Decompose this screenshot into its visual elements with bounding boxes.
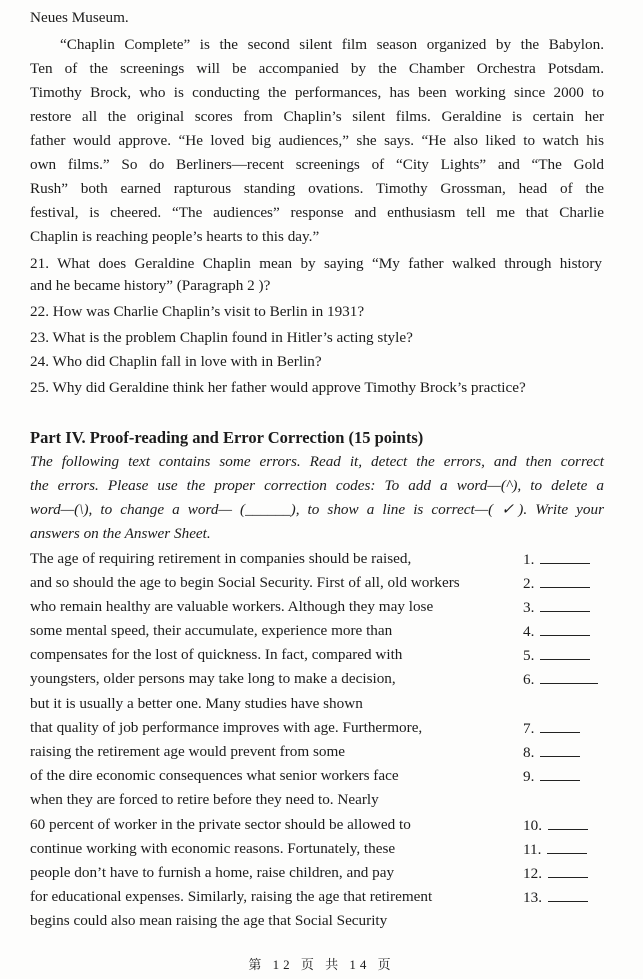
- passage-line: father would approve. “He loved big audiences,” she says. “He also liked to watch his: [30, 132, 604, 149]
- answer-line: [548, 863, 588, 878]
- passage-line: Rush” both earned rapturous standing ovations. Timothy Grossman, head of the: [30, 180, 604, 197]
- answer-blank-12[interactable]: [523, 863, 588, 884]
- answer-blank-7[interactable]: [523, 718, 580, 739]
- answer-blank-6[interactable]: [523, 669, 598, 690]
- text-line: who remain healthy are valuable workers. Although they may lose: [30, 598, 434, 615]
- question-21-cont: and he became history” (Paragraph 2 )?: [30, 277, 271, 294]
- question-23: 23. What is the problem Chaplin found in Hitler’s acting style?: [30, 329, 413, 346]
- text-line: continue working with economic reasons. Fortunately, these: [30, 840, 396, 857]
- section-heading: Part IV. Proof-reading and Error Correction (15 points): [30, 428, 424, 447]
- text-line: that quality of job performance improves with age. Furthermore,: [30, 719, 423, 736]
- text-line: but it is usually a better one. Many studies have shown: [30, 695, 363, 712]
- answer-line: [540, 669, 598, 684]
- answer-blank-3[interactable]: [523, 597, 590, 618]
- instructions-line: word—(\), to change a word— (______), to show a line is correct—( ✓). Write your: [30, 501, 604, 518]
- answer-line: [548, 815, 588, 830]
- answer-line: [547, 839, 587, 854]
- answer-number: 6.: [523, 671, 535, 688]
- answer-number: 10.: [523, 817, 542, 834]
- answer-line: [540, 766, 580, 781]
- question-25: 25. Why did Geraldine think her father would approve Timothy Brock’s practice?: [30, 379, 526, 396]
- passage-line: Timothy Brock, who is conducting the performances, has been working since 2000 to: [30, 84, 604, 101]
- answer-blank-10[interactable]: [523, 815, 588, 836]
- text-line: people don’t have to furnish a home, raise children, and pay: [30, 864, 395, 881]
- text-line: 60 percent of worker in the private sector should be allowed to: [30, 816, 411, 833]
- passage-line: Chaplin is reaching people’s hearts to this day.”: [30, 228, 320, 245]
- instructions-line: the errors. Please use the proper correction codes: To add a word—(^), to delete a: [30, 477, 604, 494]
- answer-blank-9[interactable]: [523, 766, 580, 787]
- answer-line: [540, 573, 590, 588]
- answer-number: 12.: [523, 865, 542, 882]
- page-footer: 第 12 页 共 14 页: [248, 957, 395, 972]
- answer-blank-1[interactable]: [523, 549, 590, 570]
- text-line: some mental speed, their accumulate, experience more than: [30, 622, 393, 639]
- answer-blank-2[interactable]: [523, 573, 590, 594]
- answer-number: 8.: [523, 744, 535, 761]
- answer-line: [540, 718, 580, 733]
- text-line: and so should the age to begin Social Security. First of all, old workers: [30, 574, 460, 591]
- question-22: 22. How was Charlie Chaplin’s visit to Berlin in 1931?: [30, 303, 365, 320]
- answer-line: [540, 645, 590, 660]
- answer-number: 4.: [523, 623, 535, 640]
- answer-number: 2.: [523, 575, 535, 592]
- answer-blank-11[interactable]: [523, 839, 587, 860]
- answer-line: [540, 621, 590, 636]
- answer-number: 11.: [523, 841, 542, 858]
- text-line: raising the retirement age would prevent from some: [30, 743, 346, 760]
- answer-number: 5.: [523, 647, 535, 664]
- question-21: 21. What does Geraldine Chaplin mean by saying “My father walked through history: [30, 255, 602, 272]
- passage-line: festival, is cheered. “The audiences” response and enthusiasm tell me that Charlie: [30, 204, 604, 221]
- text-line: The age of requiring retirement in companies should be raised,: [30, 550, 412, 567]
- answer-blank-13[interactable]: [523, 887, 588, 908]
- answer-line: [548, 887, 588, 902]
- text-line: of the dire economic consequences what senior workers face: [30, 767, 399, 784]
- answer-line: [540, 549, 590, 564]
- text-line: when they are forced to retire before they need to. Nearly: [30, 791, 379, 808]
- answer-number: 1.: [523, 551, 535, 568]
- answer-number: 3.: [523, 599, 535, 616]
- passage-line: “Chaplin Complete” is the second silent film season organized by the Babylon.: [60, 36, 604, 53]
- answer-number: 13.: [523, 889, 542, 906]
- text-line: youngsters, older persons may take long to make a decision,: [30, 670, 396, 687]
- answer-blank-4[interactable]: [523, 621, 590, 642]
- answer-blank-5[interactable]: [523, 645, 590, 666]
- answer-line: [540, 597, 590, 612]
- answer-number: 9.: [523, 768, 535, 785]
- passage-line: Ten of the screenings will be accompanied by the Chamber Orchestra Potsdam.: [30, 60, 604, 77]
- passage-line: Neues Museum.: [30, 9, 129, 26]
- answer-line: [540, 742, 580, 757]
- question-24: 24. Who did Chaplin fall in love with in Berlin?: [30, 353, 322, 370]
- text-line: begins could also mean raising the age that Social Security: [30, 912, 388, 929]
- passage-line: restore all the original scores from Chaplin’s silent films. Geraldine is certain her: [30, 108, 604, 125]
- passage-line: own films.” So do Berliners—recent screenings of “City Lights” and “The Gold: [30, 156, 604, 173]
- instructions-line: answers on the Answer Sheet.: [30, 525, 211, 542]
- text-line: compensates for the lost of quickness. In fact, compared with: [30, 646, 403, 663]
- text-line: for educational expenses. Similarly, raising the age that retirement: [30, 888, 433, 905]
- instructions-line: The following text contains some errors. Read it, detect the errors, and then correct: [30, 453, 604, 470]
- answer-blank-8[interactable]: [523, 742, 580, 763]
- answer-number: 7.: [523, 720, 535, 737]
